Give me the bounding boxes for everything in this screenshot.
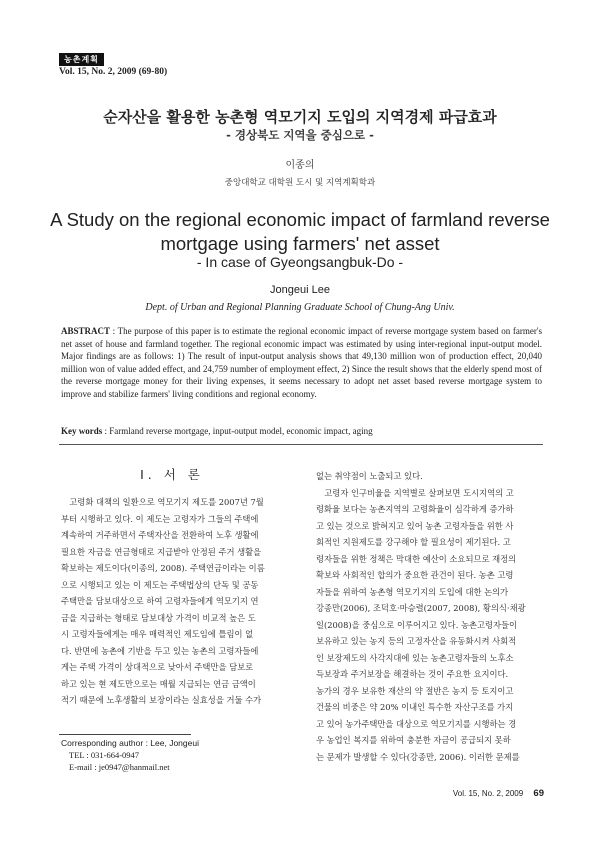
english-title-line-2: mortgage using farmers' net asset: [160, 233, 440, 254]
body-text-line: 자들을 위하여 농촌형 역모기지의 도입에 대한 논의가: [316, 586, 509, 597]
english-author: Jongeui Lee: [270, 284, 330, 296]
keywords-text: : Farmland reverse mortgage, input-output model, economic impact, aging: [104, 426, 373, 436]
english-affiliation: Dept. of Urban and Regional Planning Graduate School of Chung-Ang Univ.: [145, 302, 455, 313]
body-text-line: 농가의 경우 보유한 재산의 약 절반은 농지 등 토지이고: [316, 685, 514, 696]
journal-logo: 농촌계획: [59, 53, 104, 66]
body-text-line: 주택만을 담보대상으로 하여 고령자들에게 역모기지 연: [61, 596, 259, 606]
page-number: 69: [533, 788, 544, 799]
footnote-divider: [59, 734, 191, 735]
corresponding-author: Corresponding author : Lee, Jongeui: [61, 738, 199, 748]
body-column-right: [316, 468, 544, 765]
author-email: E-mail : je0947@hanmail.net: [69, 762, 170, 772]
body-text-line: 고 있어 농가주택만을 대상으로 역모기지를 시행하는 경: [316, 718, 517, 729]
english-title-line-1: A Study on the regional economic impact of farmland reverse: [50, 209, 550, 230]
body-text-line: 계속하여 거주하면서 주택자산을 전환하여 노후 생활에: [61, 530, 259, 540]
body-text-line: 없는 취약점이 노출되고 있다.: [316, 471, 423, 481]
body-text-line: 고령화 대책의 일환으로 역모기지 제도를 2007년 7월: [61, 497, 264, 507]
body-text-line: 인 보장제도의 사각지대에 있는 농촌고령자들의 노후소: [316, 652, 514, 663]
body-text-line: 다. 반면에 농촌에 기반을 두고 있는 농촌의 고령자들에: [61, 645, 259, 656]
body-text-line: 보유하고 있는 농지 등의 고정자산을 유동화시켜 사회적: [316, 636, 517, 646]
body-text-line: 하고 있는 현 제도만으로는 매월 지급되는 연금 금액이: [61, 678, 256, 689]
body-text-line: 회적인 지원제도를 강구해야 할 필요성이 제기된다. 고: [316, 537, 511, 547]
page-footer: [453, 788, 544, 799]
body-text-line: 금을 지급하는 형태로 담보대상 가격이 비교적 높은 도: [61, 612, 256, 623]
body-text-line: 득보장과 주거보장을 해결하는 것이 주요한 요지이다.: [316, 669, 509, 679]
body-text-line: 으로 시행되고 있는 이 제도는 주택법상의 단독 및 공동: [61, 579, 259, 590]
body-text-line: 건물의 비중은 약 20% 이내인 특수한 자산구조를 가지: [316, 702, 514, 712]
body-text-line: 게는 주택 가격이 상대적으로 낮아서 주택만을 담보로: [61, 662, 254, 672]
english-title: [0, 208, 600, 256]
body-text-line: 필요한 자금을 연금형태로 지급받아 안정된 주거 생활을: [61, 546, 262, 557]
korean-subtitle: - 경상북도 지역을 중심으로 -: [226, 128, 374, 142]
body-text-line: 적기 때문에 노후생활의 보장이라는 실효성을 거둘 수가: [61, 695, 262, 705]
section-heading: I. 서 론: [140, 467, 204, 482]
keywords: [61, 426, 542, 436]
journal-volume-line: Vol. 15, No. 2, 2009 (69-80): [59, 67, 168, 77]
korean-author: 이종의: [285, 160, 315, 171]
body-text-line: 시 고령자들에게는 매우 매력적인 제도임에 틀림이 없: [61, 629, 254, 639]
body-text-line: 고령자 인구비율을 지역별로 살펴보면 도시지역의 고: [316, 487, 514, 498]
body-text-line: 령화율 보다는 농촌지역의 고령화율이 심각하게 증가하: [316, 504, 514, 514]
body-text-line: 는 문제가 발생할 수 있다(강종만, 2006). 이러한 문제를: [316, 751, 520, 762]
korean-title: 순자산을 활용한 농촌형 역모기지 도입의 지역경제 파급효과: [103, 108, 497, 126]
abstract-label: ABSTRACT: [61, 326, 111, 336]
english-subtitle: - In case of Gyeongsangbuk-Do -: [196, 254, 404, 270]
body-text-line: 고 있는 것으로 밝혀지고 있어 농촌 고령자들을 위한 사: [316, 520, 514, 531]
body-text-line: 우 농업인 복지를 위하여 충분한 자금이 공급되지 못하: [316, 735, 511, 745]
footer-journal-ref: Vol. 15, No. 2, 2009: [452, 789, 524, 798]
keywords-label: Key words: [61, 426, 103, 436]
footnote: [61, 737, 199, 773]
header-divider: [59, 444, 543, 445]
body-text-line: 일(2008)을 중심으로 이루어지고 있다. 농촌고령자들이: [316, 619, 518, 630]
body-column-left: [61, 494, 285, 709]
body-text-line: 확보하는 제도이다(이종의, 2008). 주택연금이라는 이름: [61, 563, 265, 573]
korean-affiliation: 중앙대학교 대학원 도시 및 지역계획학과: [224, 178, 376, 188]
body-text-line: 확보와 사회적인 합의가 중요한 관건이 된다. 농촌 고령: [316, 570, 514, 580]
body-text-line: 령자들을 위한 정책은 막대한 예산이 소요되므로 재정의: [316, 553, 517, 564]
abstract: [61, 325, 542, 401]
body-text-line: 부터 시행하고 있다. 이 제도는 고령자가 그들의 주택에: [61, 513, 259, 524]
abstract-text: : The purpose of this paper is to estimate the regional economic impact of reverse mortgage system based on farmer's net asset of house and farmland together. The regional economic impact was estimated by using inter-regional input-output model. Major findings are as follows: 1) The result of input-output analysis shows that 49,130 million won of production effect, 20,040 million won of value added effect, and 24,759 number of employment effect, 2) Since the result shows that the elderly spend most of the reverse mortgage money for their living expenses, it seems necessary to adopt net asset based reverse mortgage system to improve and stabilize farmers' living conditions and regional economy.: [61, 326, 543, 399]
author-tel: TEL : 031-664-0947: [69, 750, 140, 760]
body-text-line: 강종만(2006), 조덕호·마승렬(2007, 2008), 황의식·채광: [316, 603, 526, 613]
